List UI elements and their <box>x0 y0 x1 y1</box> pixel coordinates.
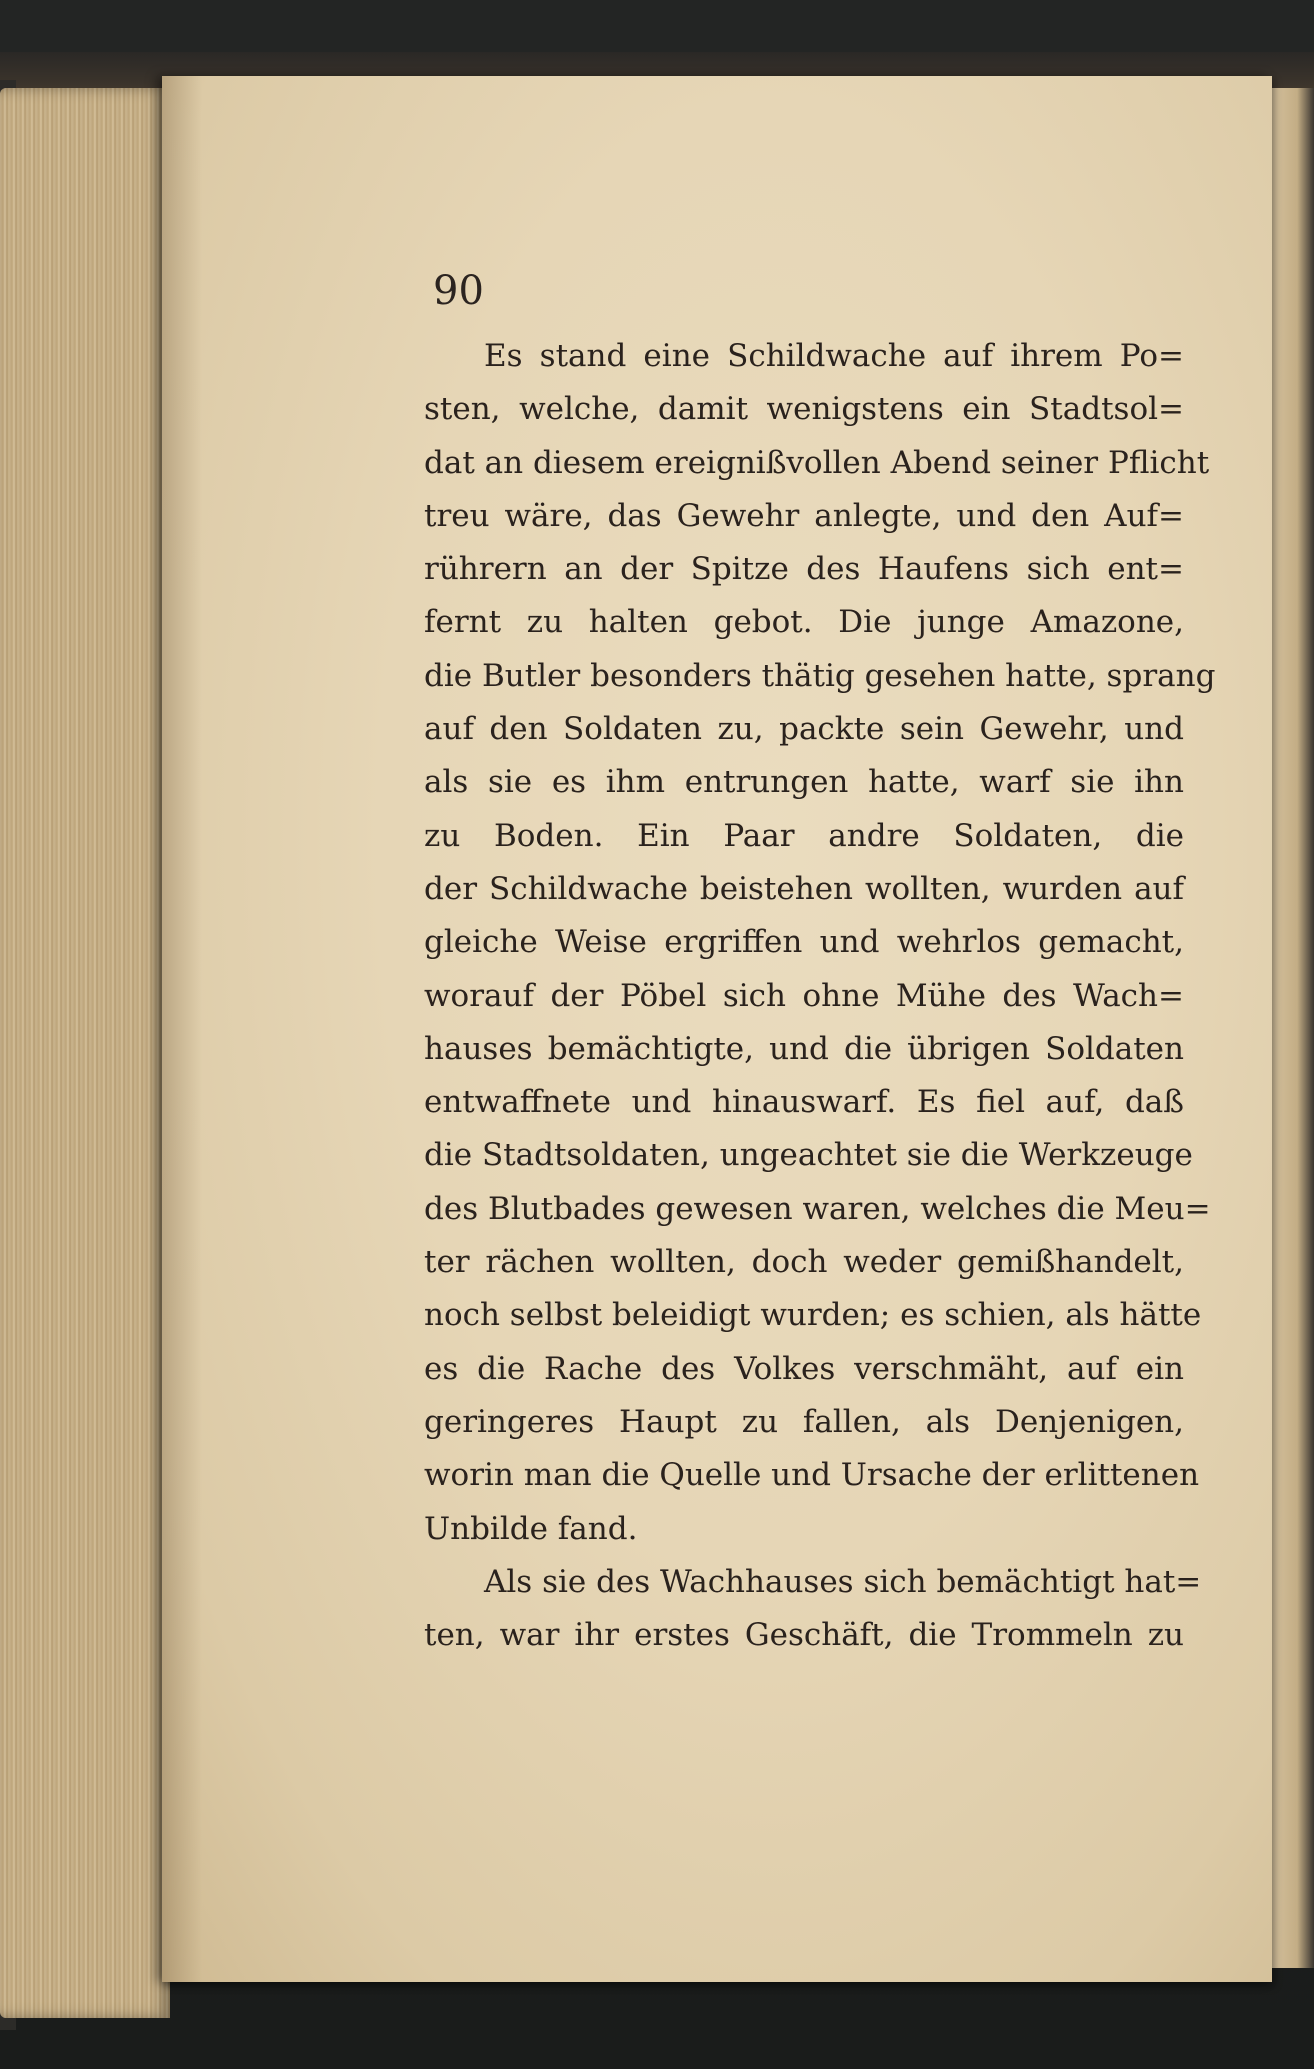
page-stack-edge <box>0 88 170 2018</box>
text-line: treu wäre, das Gewehr anlegte, und den Auf= <box>424 497 1184 534</box>
text-line: geringeres Haupt zu fallen, als Denjenigen, <box>424 1403 1184 1440</box>
text-line: als sie es ihm entrungen hatte, warf sie ihn <box>424 764 1184 801</box>
text-line: dat an diesem ereignißvollen Abend seiner Pflicht <box>424 444 1210 481</box>
text-line: zu Boden. Ein Paar andre Soldaten, die <box>424 817 1184 854</box>
text-line: rührern an der Spitze des Haufens sich ent= <box>424 551 1184 588</box>
text-line: des Blutbades gewesen waren, welches die Meu= <box>424 1190 1211 1227</box>
page-number: 90 <box>433 268 484 314</box>
text-line: sten, welche, damit wenigstens ein Stadtsol= <box>424 391 1184 428</box>
text-line: ten, war ihr erstes Geschäft, die Trommeln zu <box>424 1617 1184 1654</box>
text-line: entwaffnete und hinauswarf. Es fiel auf, daß <box>424 1084 1184 1121</box>
text-line: der Schildwache beistehen wollten, wurden auf <box>424 870 1184 907</box>
text-line: gleiche Weise ergriffen und wehrlos gemacht, <box>424 924 1184 961</box>
text-line: Es stand eine Schildwache auf ihrem Po= <box>484 338 1184 374</box>
text-line: es die Rache des Volkes verschmäht, auf ein <box>424 1350 1184 1387</box>
text-line: noch selbst beleidigt wurden; es schien, als hätte <box>424 1297 1202 1334</box>
text-line: Als sie des Wachhauses sich bemächtigt hat= <box>484 1563 1202 1600</box>
text-line: auf den Soldaten zu, packte sein Gewehr, und <box>424 711 1184 748</box>
text-line: ter rächen wollten, doch weder gemißhandelt, <box>424 1244 1184 1281</box>
text-line: hauses bemächtigte, und die übrigen Soldaten <box>424 1030 1184 1067</box>
right-page-edge <box>1272 88 1314 1968</box>
text-line: fernt zu halten gebot. Die junge Amazone, <box>424 604 1184 641</box>
text-line: die Stadtsoldaten, ungeachtet sie die Werkzeuge <box>424 1137 1193 1174</box>
text-line: worauf der Pöbel sich ohne Mühe des Wach= <box>424 977 1184 1014</box>
text-line: Unbilde fand. <box>424 1510 638 1547</box>
text-line: die Butler besonders thätig gesehen hatte, sprang <box>424 657 1216 694</box>
body-text <box>424 330 1216 1662</box>
text-line: worin man die Quelle und Ursache der erlittenen <box>424 1457 1200 1494</box>
